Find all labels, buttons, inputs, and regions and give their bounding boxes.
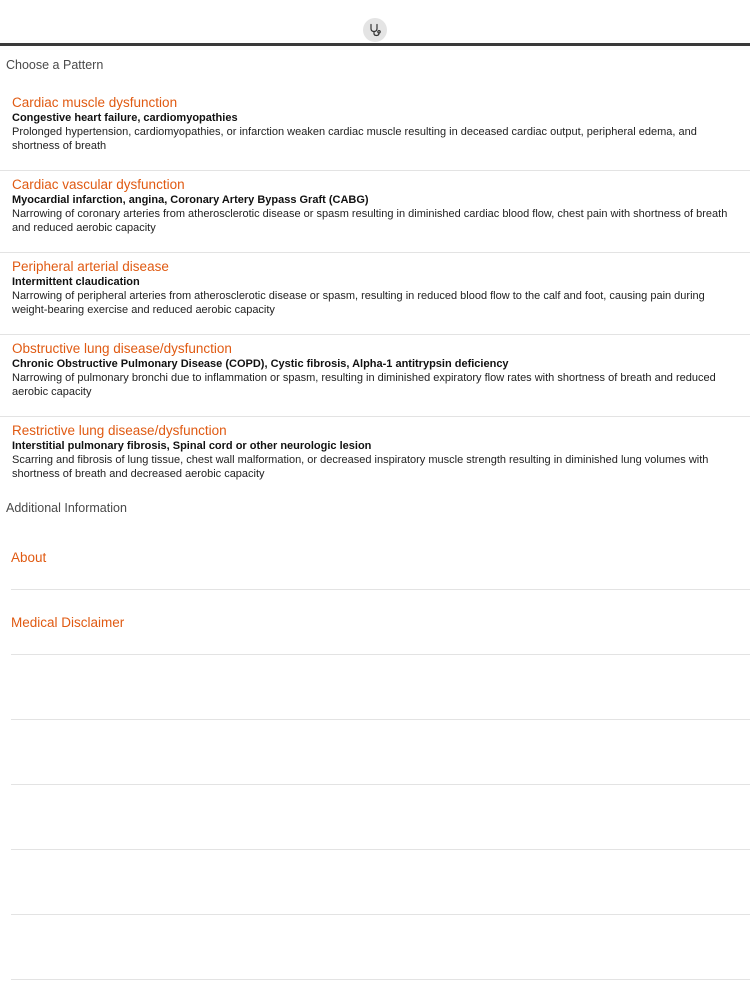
pattern-title: Restrictive lung disease/dysfunction: [12, 423, 227, 438]
pattern-title: Obstructive lung disease/dysfunction: [12, 341, 232, 356]
pattern-subtitle: Congestive heart failure, cardiomyopathies: [12, 112, 238, 124]
stethoscope-icon: [363, 18, 387, 42]
navigation-bar: [0, 0, 750, 46]
pattern-title: Peripheral arterial disease: [12, 259, 169, 274]
choose-pattern-header: Choose a Pattern: [6, 58, 104, 72]
pattern-description: Narrowing of coronary arteries from atherosclerotic disease or spasm resulting in diminished cardiac blood flow, chest pain with shortness of breath and reduced aerobic capacity: [12, 208, 728, 234]
empty-row: [11, 850, 750, 915]
medical-disclaimer-label: Medical Disclaimer: [11, 614, 125, 630]
additional-info-header: Additional Information: [6, 501, 127, 515]
pattern-description: Narrowing of pulmonary bronchi due to inflammation or spasm, resulting in diminished expiratory flow rates with shortness of breath and reduced aerobic capacity: [12, 372, 716, 398]
empty-row: [11, 720, 750, 785]
pattern-description: Scarring and fibrosis of lung tissue, chest wall malformation, or decreased inspiratory muscle strength resulting in diminished lung volumes with shortness of breath and decreased aerobic capacity: [12, 454, 709, 480]
empty-row: [11, 785, 750, 850]
pattern-subtitle: Chronic Obstructive Pulmonary Disease (COPD), Cystic fibrosis, Alpha-1 antitrypsin deficiency: [12, 358, 509, 370]
pattern-description: Prolonged hypertension, cardiomyopathies, or infarction weaken cardiac muscle resulting in deceased cardiac output, peripheral edema, and shortness of breath: [12, 126, 697, 152]
pattern-list: [0, 89, 750, 499]
about-row[interactable]: [11, 525, 750, 590]
pattern-title: Cardiac muscle dysfunction: [12, 95, 178, 110]
pattern-item[interactable]: [0, 89, 750, 171]
pattern-item[interactable]: [0, 417, 750, 499]
pattern-item[interactable]: [0, 253, 750, 335]
pattern-title: Cardiac vascular dysfunction: [12, 177, 185, 192]
pattern-subtitle: Myocardial infarction, angina, Coronary Artery Bypass Graft (CABG): [12, 194, 369, 206]
pattern-subtitle: Intermittent claudication: [12, 276, 140, 288]
medical-disclaimer-row[interactable]: [11, 590, 750, 655]
info-list: [0, 525, 750, 980]
pattern-item[interactable]: [0, 335, 750, 417]
pattern-description: Narrowing of peripheral arteries from atherosclerotic disease or spasm, resulting in reduced blood flow to the calf and foot, causing pain during weight-bearing exercise and reduced aerobic capacity: [12, 290, 705, 316]
about-label: About: [11, 549, 47, 565]
empty-row: [11, 915, 750, 980]
pattern-subtitle: Interstitial pulmonary fibrosis, Spinal cord or other neurologic lesion: [12, 440, 372, 452]
pattern-item[interactable]: [0, 171, 750, 253]
empty-row: [11, 655, 750, 720]
